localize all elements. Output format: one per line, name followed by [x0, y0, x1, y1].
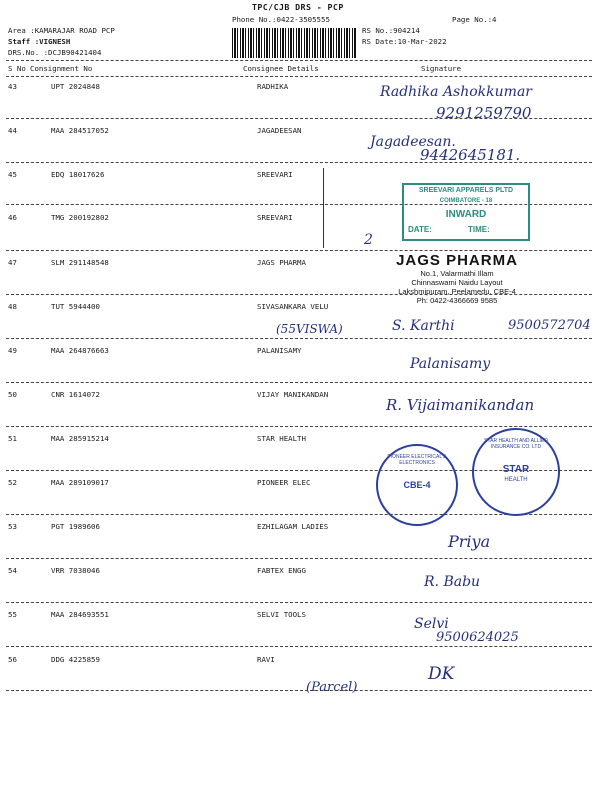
row-consignee: SIVASANKARA VELU	[257, 302, 329, 311]
phone-handwritten: 9291259790	[436, 104, 532, 122]
row-consignee: SELVI TOOLS	[257, 610, 306, 619]
signature-jagadeesan: Jagadeesan.	[370, 134, 456, 150]
row-sno: 51	[8, 434, 17, 443]
row-sno: 49	[8, 346, 17, 355]
row-sno: 55	[8, 610, 17, 619]
rs-date: RS Date:10-Mar-2022	[362, 37, 447, 46]
table-row	[0, 126, 600, 138]
row-sno: 46	[8, 213, 17, 222]
signature-ravi: DK	[428, 664, 455, 684]
stamp-text: INWARD	[445, 209, 487, 220]
col-signature: Signature	[421, 64, 462, 73]
sreevari-stamp	[402, 183, 530, 241]
page-number: Page No.:4	[452, 15, 497, 24]
row-consignment: TMG 200192802	[51, 213, 109, 222]
row-divider	[6, 602, 592, 603]
row-divider	[6, 382, 592, 383]
row-consignment: MAA 289109017	[51, 478, 109, 487]
stamp-text: SREEVARI APPARELS PLTD	[418, 187, 514, 194]
star-health-stamp	[472, 428, 560, 516]
stamp-sub-text: HEALTH	[504, 477, 528, 483]
row-consignee: JAGADEESAN	[257, 126, 302, 135]
stamp-text: COIMBATORE - 18	[439, 198, 493, 204]
column-headers	[0, 64, 600, 76]
signature-fabtex: R. Babu	[424, 574, 481, 590]
row-sno: 56	[8, 655, 17, 664]
row-divider	[6, 250, 592, 251]
row-sno: 45	[8, 170, 17, 179]
row-sno: 48	[8, 302, 17, 311]
row-consignment: UPT 2024848	[51, 82, 100, 91]
row-consignee: EZHILAGAM LADIES	[257, 522, 329, 531]
row-consignment: VRR 7038046	[51, 566, 100, 575]
signature-radhika: Radhika Ashokkumar	[380, 84, 532, 100]
phone-number: Phone No.:0422-3505555	[232, 15, 330, 24]
stamp-ring-text: PIONEER ELECTRICAL & ELECTRONICS	[387, 454, 447, 466]
row-sno: 52	[8, 478, 17, 487]
row-consignee: RADHIKA	[257, 82, 289, 91]
row-consignment: MAA 284693551	[51, 610, 109, 619]
row-sno: 47	[8, 258, 17, 267]
row-consignee: VIJAY MANIKANDAN	[257, 390, 329, 399]
table-row	[0, 610, 600, 622]
table-row	[0, 522, 600, 534]
row-divider	[6, 558, 592, 559]
row-sno: 54	[8, 566, 17, 575]
table-row	[0, 170, 600, 182]
handwritten-note: (55VISWA)	[276, 322, 343, 336]
pioneer-stamp	[376, 444, 458, 526]
row-consignment: MAA 264876663	[51, 346, 109, 355]
stamp-text: Chinnaswami Naidu Layout	[411, 278, 503, 287]
stamp-ring-text: STAR HEALTH AND ALLIED INSURANCE CO. LTD	[484, 438, 548, 450]
document-title: TPC/CJB DRS - PCP	[252, 2, 344, 12]
row-consignment: MAA 284517052	[51, 126, 109, 135]
col-consignment: Consignment No	[30, 64, 93, 73]
row-divider	[6, 426, 592, 427]
signature-vijay: R. Vijaimanikandan	[386, 396, 535, 414]
handwritten-note: (Parcel)	[306, 680, 358, 695]
phone-handwritten: 9442645181.	[420, 146, 521, 164]
handwritten-mark: 2	[364, 232, 373, 248]
row-divider	[6, 690, 592, 691]
table-row	[0, 346, 600, 358]
row-sno: 43	[8, 82, 17, 91]
phone-handwritten: 9500572704	[508, 318, 591, 333]
row-consignment: SLM 291148548	[51, 258, 109, 267]
row-consignee: JAGS PHARMA	[257, 258, 306, 267]
stamp-time-label: TIME:	[468, 225, 490, 234]
row-consignment: PGT 1989606	[51, 522, 100, 531]
signature-ezhilagam: Priya	[448, 532, 491, 551]
jags-pharma-stamp	[352, 252, 562, 305]
col-consignee: Consignee Details	[243, 64, 319, 73]
header-divider	[6, 60, 592, 61]
row-consignment: CNR 1614072	[51, 390, 100, 399]
row-consignment: MAA 285915214	[51, 434, 109, 443]
row-consignee: STAR HEALTH	[257, 434, 306, 443]
stamp-text: Lakshmipuram, Peelamedu, CBE-4	[398, 287, 516, 296]
row-divider	[6, 646, 592, 647]
row-consignee: RAVI	[257, 655, 275, 664]
signature-selvi: Selvi	[414, 616, 449, 632]
staff-label: Staff :VIGNESH	[8, 37, 71, 46]
stamp-date-label: DATE:	[408, 225, 432, 234]
col-sno: S No	[8, 64, 26, 73]
row-consignee: SREEVARI	[257, 213, 293, 222]
rs-number: RS No.:904214	[362, 26, 420, 35]
stamp-center-text: CBE-4	[403, 480, 431, 490]
stamp-title: JAGS PHARMA	[396, 252, 518, 269]
stamp-text: No.1, Valarmathi Illam	[420, 269, 494, 278]
header-divider	[6, 76, 592, 77]
drs-number: DRS.No. :DCJB90421404	[8, 48, 102, 57]
table-row	[0, 655, 600, 667]
table-row	[0, 566, 600, 578]
signature-sivasankara: S. Karthi	[392, 318, 455, 334]
stamp-text: Ph: 0422-4366669 9585	[416, 296, 498, 305]
phone-handwritten: 9500624025	[436, 630, 519, 645]
row-divider	[6, 338, 592, 339]
row-sno: 50	[8, 390, 17, 399]
row-consignee: PALANISAMY	[257, 346, 302, 355]
bracket-line	[323, 168, 352, 248]
row-consignment: TUT 5944400	[51, 302, 100, 311]
row-consignment: DDG 4225859	[51, 655, 100, 664]
row-consignee: SREEVARI	[257, 170, 293, 179]
signature-palanisamy: Palanisamy	[410, 356, 491, 372]
barcode-image	[232, 28, 356, 58]
row-consignee: FABTEX ENGG	[257, 566, 306, 575]
row-consignee: PIONEER ELEC	[257, 478, 311, 487]
row-consignment: EDQ 18017626	[51, 170, 105, 179]
area-label: Area :KAMARAJAR ROAD PCP	[8, 26, 115, 35]
row-sno: 53	[8, 522, 17, 531]
stamp-center-text: STAR	[502, 464, 530, 475]
row-sno: 44	[8, 126, 17, 135]
